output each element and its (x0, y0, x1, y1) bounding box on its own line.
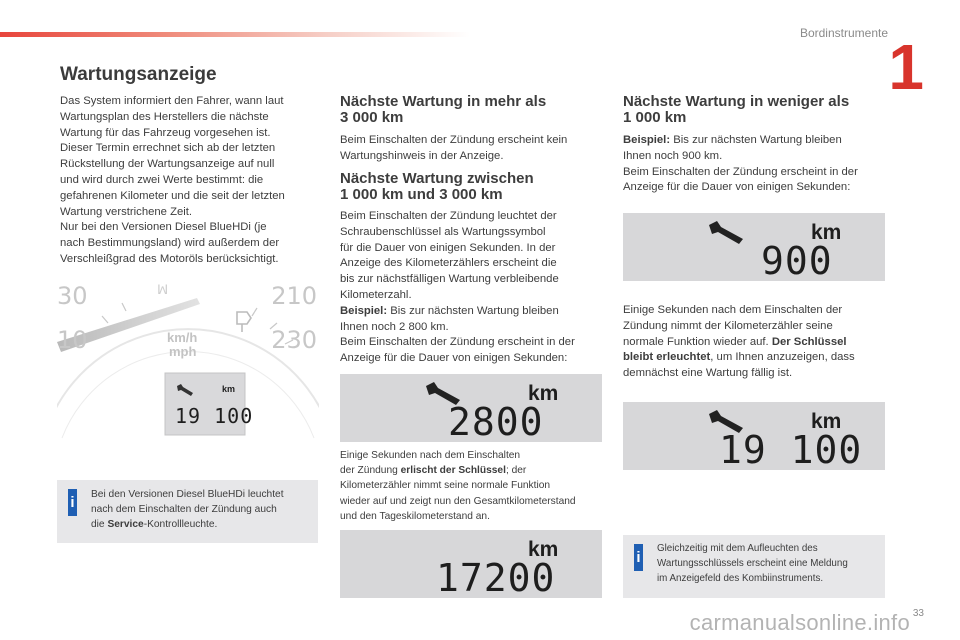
example-text: Bis zur nächsten Wartung bleiben (670, 134, 842, 146)
info-box-right (623, 535, 885, 598)
page-number: 33 (912, 608, 924, 619)
intro-line: Wartung verstrichene Zeit. (60, 205, 193, 218)
heading-between-1000-3000 (340, 171, 600, 203)
text-line: Beim Einschalten der Zündung leuchtet der (340, 210, 557, 222)
text-line: Beim Einschalten der Zündung erscheint in der (623, 165, 858, 178)
paragraph-key-stays-lit (623, 303, 893, 382)
header-accent-bar (0, 32, 470, 37)
text-line: Zündung nimmt der Kilometerzähler seine (623, 319, 833, 332)
km-label: km (528, 382, 559, 405)
paragraph-between-1000-3000 (340, 209, 602, 367)
wrench-icon (707, 219, 749, 245)
service-word: Service (107, 519, 144, 531)
example-text: Bis zur nächsten Wartung bleiben (387, 304, 559, 317)
info-box-left (57, 480, 318, 543)
odometer-value: 17200 (436, 556, 556, 600)
display-17200 (340, 530, 602, 598)
intro-line: Dieser Termin errechnet sich ab der letzten (60, 142, 276, 155)
intro-line: gefahrenen Kilometer und die seit der letzten (60, 189, 285, 202)
example-label: Beispiel: (623, 134, 671, 146)
text-line: Einige Sekunden nach dem Einschalten der (623, 304, 843, 316)
text-line: Kilometerzähler nimmt seine normale Funktion (340, 480, 551, 492)
intro-line: Verschleißgrad des Motoröls berücksichtigt. (60, 252, 279, 265)
intro-text (60, 94, 310, 268)
info-left-line: nach dem Einschalten der Zündung auch (91, 504, 277, 516)
heading-line: Nächste Wartung in mehr als (340, 93, 547, 110)
text-bold: Der Schlüssel (771, 335, 847, 348)
text-line: bis zur nächstfälligen Wartung verbleibende (340, 273, 559, 286)
text-line: Ihnen noch 900 km. (623, 149, 723, 162)
unit-mph: mph (169, 344, 197, 359)
display-900 (623, 213, 885, 281)
odometer-value: 19 100 (719, 428, 863, 472)
intro-line: und wird durch zwei Werte bestimmt: die (60, 173, 264, 186)
info-icon: i (68, 489, 77, 516)
text-line: Wartungshinweis in der Anzeige. (340, 149, 504, 162)
cluster-odometer: 19 100 (175, 404, 254, 428)
km-label: km (528, 538, 559, 561)
heading-more-than-3000 (340, 94, 600, 126)
km-label: km (811, 221, 842, 244)
text-part: normale Funktion wieder auf. (623, 335, 772, 348)
watermark: carmanualsonline.info (689, 610, 910, 635)
example-line (340, 304, 602, 320)
speed-label-230: 230 (271, 326, 317, 354)
text-line: Beim Einschalten der Zündung erscheint kein (340, 134, 568, 146)
text-line: und den Tageskilometerstand an. (340, 510, 490, 522)
text-line: Kilometerzahl. (340, 288, 412, 301)
info-left-text-part: die (91, 519, 108, 531)
text-line: Ihnen noch 2 800 km. (340, 320, 449, 333)
info-left-text-part: -Kontrollleuchte. (143, 519, 218, 531)
svg-text:ꟽ: ꟽ (157, 282, 169, 297)
example-line (623, 133, 893, 149)
info-left-line (91, 517, 313, 532)
unit-kmh: km/h (167, 330, 198, 345)
info-icon: i (634, 544, 643, 571)
wrench-icon (175, 383, 197, 397)
speed-label-210: 210 (271, 282, 317, 310)
text-line: Einige Sekunden nach dem Einschalten (340, 450, 521, 461)
intro-line: Wartungsplan des Herstellers die nächste (60, 110, 269, 123)
text-line: Anzeige für die Dauer von einigen Sekunden: (340, 352, 568, 365)
text-line: Anzeige für die Dauer von einigen Sekunden: (623, 181, 851, 194)
heading-line: 1 000 km (623, 109, 687, 126)
heading-line: 3 000 km (340, 109, 404, 126)
chapter-number: 1 (888, 31, 924, 103)
text-part: ; der (505, 465, 527, 477)
km-label: km (811, 410, 842, 433)
heading-less-than-1000 (623, 94, 903, 126)
speed-label-10: 10 (57, 326, 88, 354)
text-line: Beim Einschalten der Zündung erscheint in der (340, 336, 575, 349)
text-bold: bleibt erleuchtet (623, 351, 711, 364)
section-label: Bordinstrumente (799, 26, 888, 40)
intro-line: Nur bei den Versionen Diesel BlueHDi (je (60, 221, 267, 234)
odometer-value: 900 (761, 239, 833, 283)
paragraph-more-than-3000 (340, 133, 600, 165)
display-19100 (623, 402, 885, 470)
intro-line: Das System informiert den Fahrer, wann laut (60, 95, 284, 107)
cluster-km-label: km (222, 384, 236, 394)
text-line (623, 335, 893, 351)
intro-line: nach Bestimmungsland) wird außerdem der (60, 237, 280, 250)
text-line: Anzeige des Kilometerzählers erscheint die (340, 257, 557, 270)
paragraph-less-than-1000 (623, 133, 893, 196)
intro-line: Wartung für das Fahrzeug vorgesehen ist. (60, 126, 271, 139)
info-right-text (657, 541, 879, 587)
text-line: demnächst eine Wartung fällig ist. (623, 367, 793, 380)
intro-line: Rückstellung der Wartungsanzeige auf null (60, 158, 275, 171)
speed-label-30: 30 (57, 282, 88, 310)
instrument-cluster-illustration (57, 278, 319, 468)
text-bold: erlischt der Schlüssel (400, 465, 506, 477)
example-label: Beispiel: (340, 304, 388, 317)
text-line (623, 350, 893, 366)
text-line: für die Dauer von einigen Sekunden. In der (340, 241, 556, 254)
text-line: Schraubenschlüssel als Wartungssymbol (340, 225, 546, 238)
text-part: , um Ihnen anzuzeigen, dass (710, 351, 855, 364)
info-left-line: Bei den Versionen Diesel BlueHDi leuchtet (91, 489, 284, 500)
odometer-value: 2800 (448, 400, 544, 444)
info-right-line: im Anzeigefeld des Kombiinstruments. (657, 573, 824, 585)
paragraph-key-off (340, 448, 605, 524)
info-right-line: Wartungsschlüssels erscheint eine Meldung (657, 558, 848, 570)
info-left-text (91, 487, 313, 533)
text-line (340, 463, 605, 478)
heading-line: 1 000 km und 3 000 km (340, 186, 503, 203)
display-2800 (340, 374, 602, 442)
info-right-line: Gleichzeitig mit dem Aufleuchten des (657, 543, 818, 554)
text-line: wieder auf und zeigt nun den Gesamtkilometerstand (340, 495, 576, 507)
heading-line: Nächste Wartung in weniger als (623, 93, 850, 110)
text-part: der Zündung (340, 465, 401, 477)
page-title: Wartungsanzeige (60, 64, 217, 85)
heading-line: Nächste Wartung zwischen (340, 170, 534, 187)
